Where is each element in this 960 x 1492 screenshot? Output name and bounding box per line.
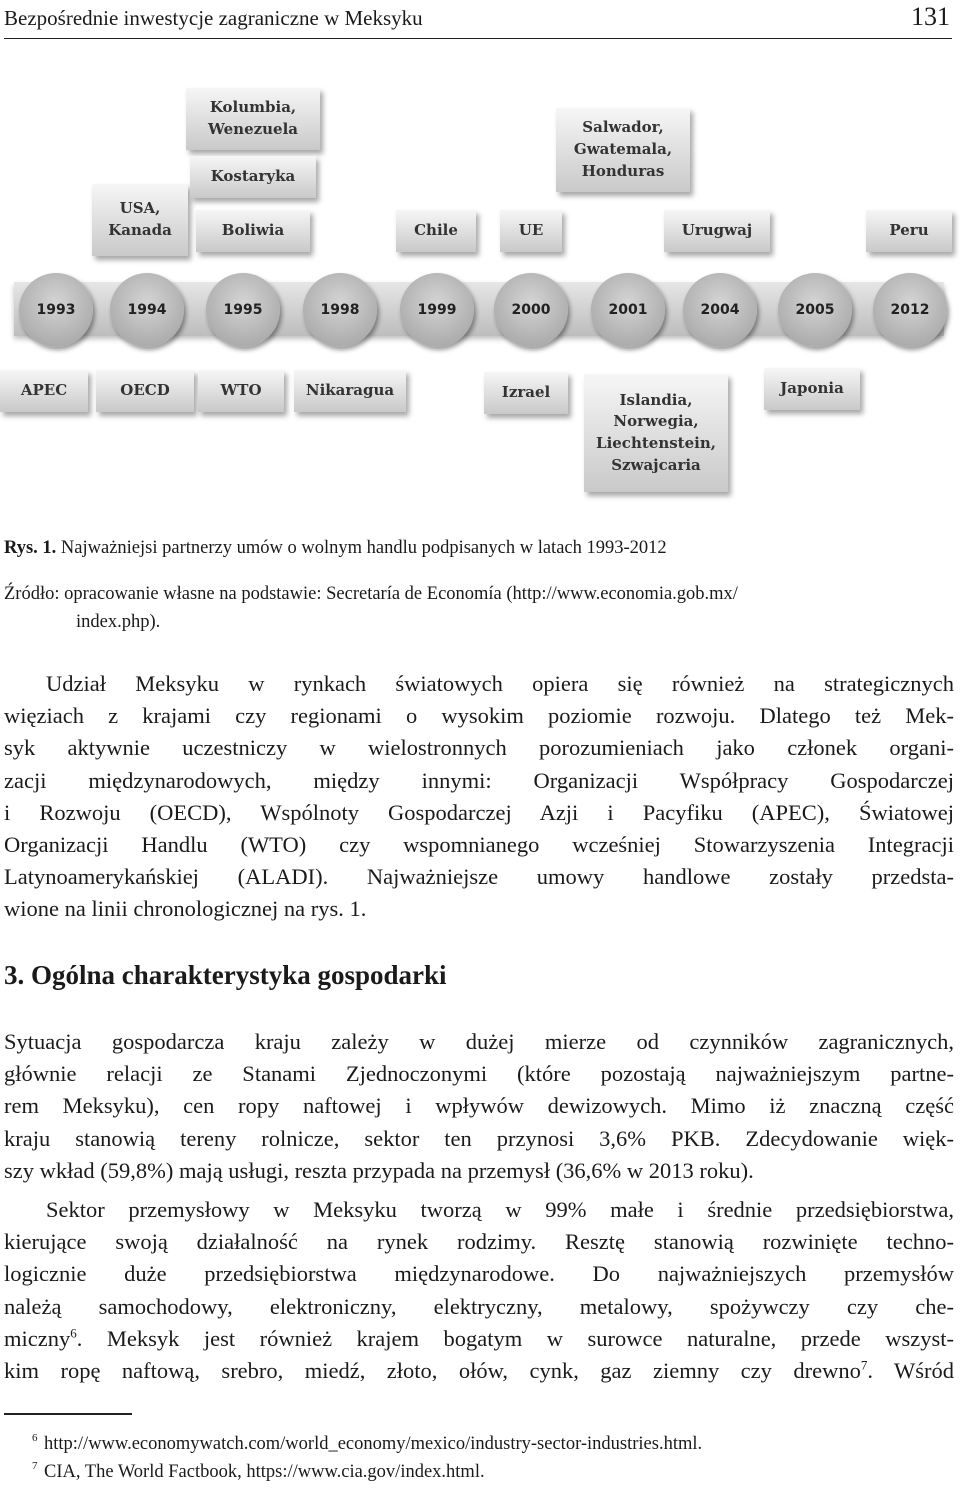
figure-caption (4, 538, 667, 559)
box-chile: Chile (396, 210, 476, 252)
box-boliwia: Boliwia (196, 210, 310, 252)
footnote-ref-6: 6 (70, 1325, 77, 1341)
year-circle: 2001 (591, 273, 665, 347)
footnote-text: http://www.economywatch.com/world_economy/mexico/industry-sector-industries.html. (44, 1434, 703, 1454)
text-line: Udział Meksyku w rynkach światowych opiera się również na strategicznych (46, 671, 954, 696)
year-circle: 1993 (19, 273, 93, 347)
text-line: kierujące swoją działalność na rynek rodzimy. Resztę stanowią rozwinięte techno- (4, 1229, 954, 1255)
year-circle: 2005 (778, 273, 852, 347)
text-line: należą samochodowy, elektroniczny, elektryczny, metalowy, spożywczy czy che- (4, 1293, 954, 1319)
text-line: szy wkład (59,8%) mają usługi, reszta przypada na przemysł (36,6% w 2013 roku). (4, 1157, 754, 1183)
footnote-divider (4, 1413, 132, 1415)
paragraph-3 (4, 1194, 954, 1387)
footnote-ref-7: 7 (860, 1357, 868, 1373)
text-line: zacji międzynarodowych, między innymi: Organizacji Współpracy Gospodarczej (4, 767, 954, 793)
box-wto: WTO (198, 370, 284, 412)
footnote-6 (32, 1432, 703, 1455)
year-circle: 2004 (683, 273, 757, 347)
text-line: rem Meksyku), cen ropy naftowej i wpływów dewizowych. Mimo iż znaczną część (4, 1093, 954, 1119)
box-usa-kanada: USA, Kanada (92, 184, 188, 256)
text-line: kim ropę naftową, srebro, miedź, złoto, ołów, cynk, gaz ziemny czy drewno$^7$. Wśród (4, 1357, 954, 1384)
box-salwador-gwatemala-honduras: Salwador, Gwatemala, Honduras (556, 108, 690, 192)
footnote-number: 7 (32, 1460, 38, 1472)
footnote-7 (32, 1460, 485, 1483)
text-line: i Rozwoju (OECD), Wspólnoty Gospodarczej Azji i Pacyfiku (APEC), Światowej (4, 799, 954, 825)
footnote-text: CIA, The World Factbook, https://www.cia.gov/index.html. (44, 1462, 485, 1482)
source-line: Źródło: opracowanie własne na podstawie: Secretaría de Economía (http://www.economia.gob.mx/ (4, 584, 738, 604)
text-line: Organizacji Handlu (WTO) czy wspomnianego wcześniej Stowarzyszenia Integracji (4, 832, 954, 858)
caption-label: Rys. 1. (4, 538, 57, 558)
box-nikaragua: Nikaragua (294, 370, 406, 412)
text-line: wione na linii chronologicznej na rys. 1. (4, 896, 367, 922)
source-line: index.php). (76, 612, 161, 632)
text-line: Sektor przemysłowy w Meksyku tworzą w 99% małe i średnie przedsiębiorstwa, (46, 1197, 954, 1222)
text-line: więziach z krajami czy regionami o wysokim poziomie rozwoju. Dlatego też Mek- (4, 703, 954, 729)
year-circle: 1999 (400, 273, 474, 347)
running-header (4, 2, 952, 39)
text-line: syk aktywnie uczestniczy w wielostronnych porozumieniach jako członek organi- (4, 735, 954, 761)
page-number: 131 (911, 2, 950, 31)
timeline-figure (0, 80, 960, 500)
box-japonia: Japonia (764, 368, 860, 410)
text-line: Latynoamerykańskiej (ALADI). Najważniejsze umowy handlowe zostały przedsta- (4, 864, 954, 890)
text-line: kraju stanowią tereny rolnicze, sektor ten przynosi 3,6% PKB. Zdecydowanie więk- (4, 1125, 954, 1151)
year-circle: 2000 (494, 273, 568, 347)
year-circle: 1994 (110, 273, 184, 347)
text-line: miczny$^6$. Meksyk jest również krajem bogatym w surowce naturalne, przede wszyst- (4, 1325, 954, 1351)
year-circle: 1995 (206, 273, 280, 347)
box-peru: Peru (866, 210, 952, 252)
year-circle: 2012 (873, 273, 947, 347)
box-kolumbia-wenezuela: Kolumbia, Wenezuela (186, 88, 320, 150)
year-circle: 1998 (303, 273, 377, 347)
section-heading: 3. Ogólna charakterystyka gospodarki (4, 960, 447, 990)
running-title: Bezpośrednie inwestycje zagraniczne w Meksyku (4, 6, 423, 30)
figure-source (4, 580, 954, 636)
paragraph-1 (4, 668, 954, 926)
box-ue: UE (500, 210, 562, 252)
box-urugwaj: Urugwaj (664, 210, 770, 252)
footnote-number: 6 (32, 1432, 38, 1444)
box-oecd: OECD (96, 370, 194, 412)
text-line: Sytuacja gospodarcza kraju zależy w dużej mierze od czynników zagranicznych, (4, 1029, 954, 1054)
box-kostaryka: Kostaryka (190, 156, 316, 198)
box-apec: APEC (0, 370, 88, 412)
paragraph-2 (4, 1026, 954, 1187)
caption-text: Najważniejsi partnerzy umów o wolnym handlu podpisanych w latach 1993-2012 (56, 538, 667, 558)
box-islandia-norwegia-liechtenstein-szwajcaria: Islandia, Norwegia, Liechtenstein, Szwajcaria (584, 374, 728, 492)
box-izrael: Izrael (484, 372, 568, 414)
text-line: logicznie duże przedsiębiorstwa międzynarodowe. Do najważniejszych przemysłów (4, 1261, 954, 1287)
text-line: głównie relacji ze Stanami Zjednoczonymi (które pozostają najważniejszym partne- (4, 1061, 954, 1087)
